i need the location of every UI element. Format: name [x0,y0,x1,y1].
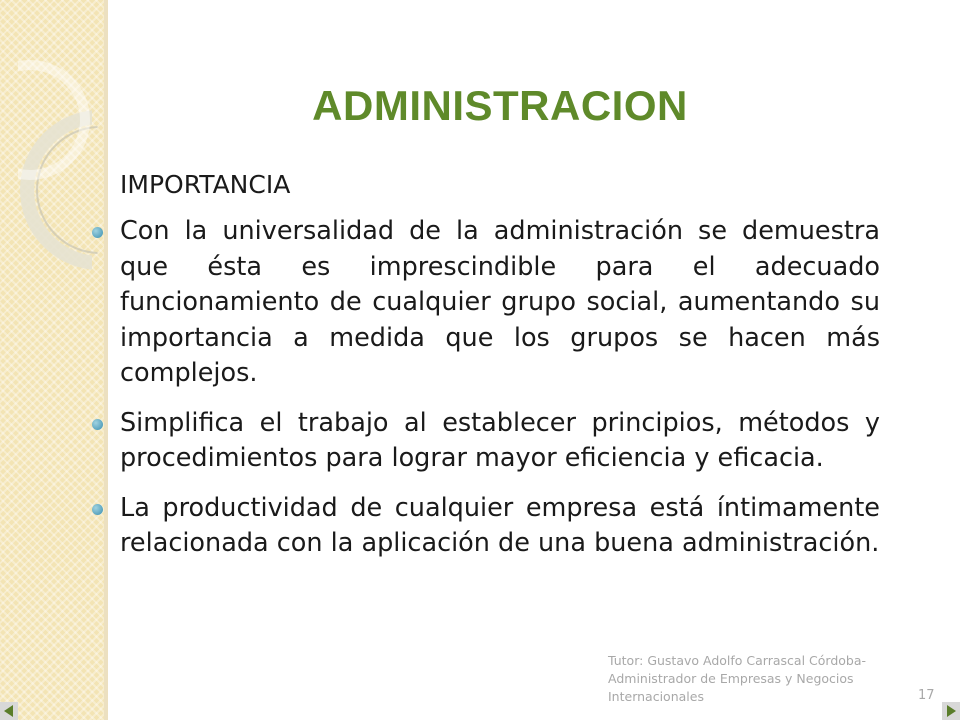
bullet-item [92,406,880,477]
bullet-list [92,214,880,576]
triangle-left-icon [0,702,18,720]
triangle-right-icon [942,702,960,720]
bullet-text: La productividad de cualquier empresa está íntimamente relacionada con la aplicación de una buena administración. [120,492,880,558]
previous-slide-button[interactable] [0,702,18,720]
bullet-item [92,214,880,392]
bullet-text: Con la universalidad de la administración se demuestra que ésta es imprescindible para el adecuado funcionamiento de cualquier grupo social, aumentando su importancia a medida que los grupos se hacen más complejos. [120,216,880,388]
bullet-dot-icon [92,504,103,515]
page-number: 17 [918,688,935,703]
footer-author: Tutor: Gustavo Adolfo Carrascal Córdoba- Administrador de Empresas y Negocios Internacionales [608,653,867,704]
bullet-dot-icon [92,227,103,238]
bullet-dot-icon [92,419,103,430]
slide-title: ADMINISTRACION [312,82,688,129]
bullet-text: Simplifica el trabajo al establecer principios, métodos y procedimientos para lograr mayor eficiencia y eficacia. [120,407,880,473]
slide-subheading: IMPORTANCIA [120,170,291,199]
next-slide-button[interactable] [942,702,960,720]
bullet-item [92,491,880,562]
